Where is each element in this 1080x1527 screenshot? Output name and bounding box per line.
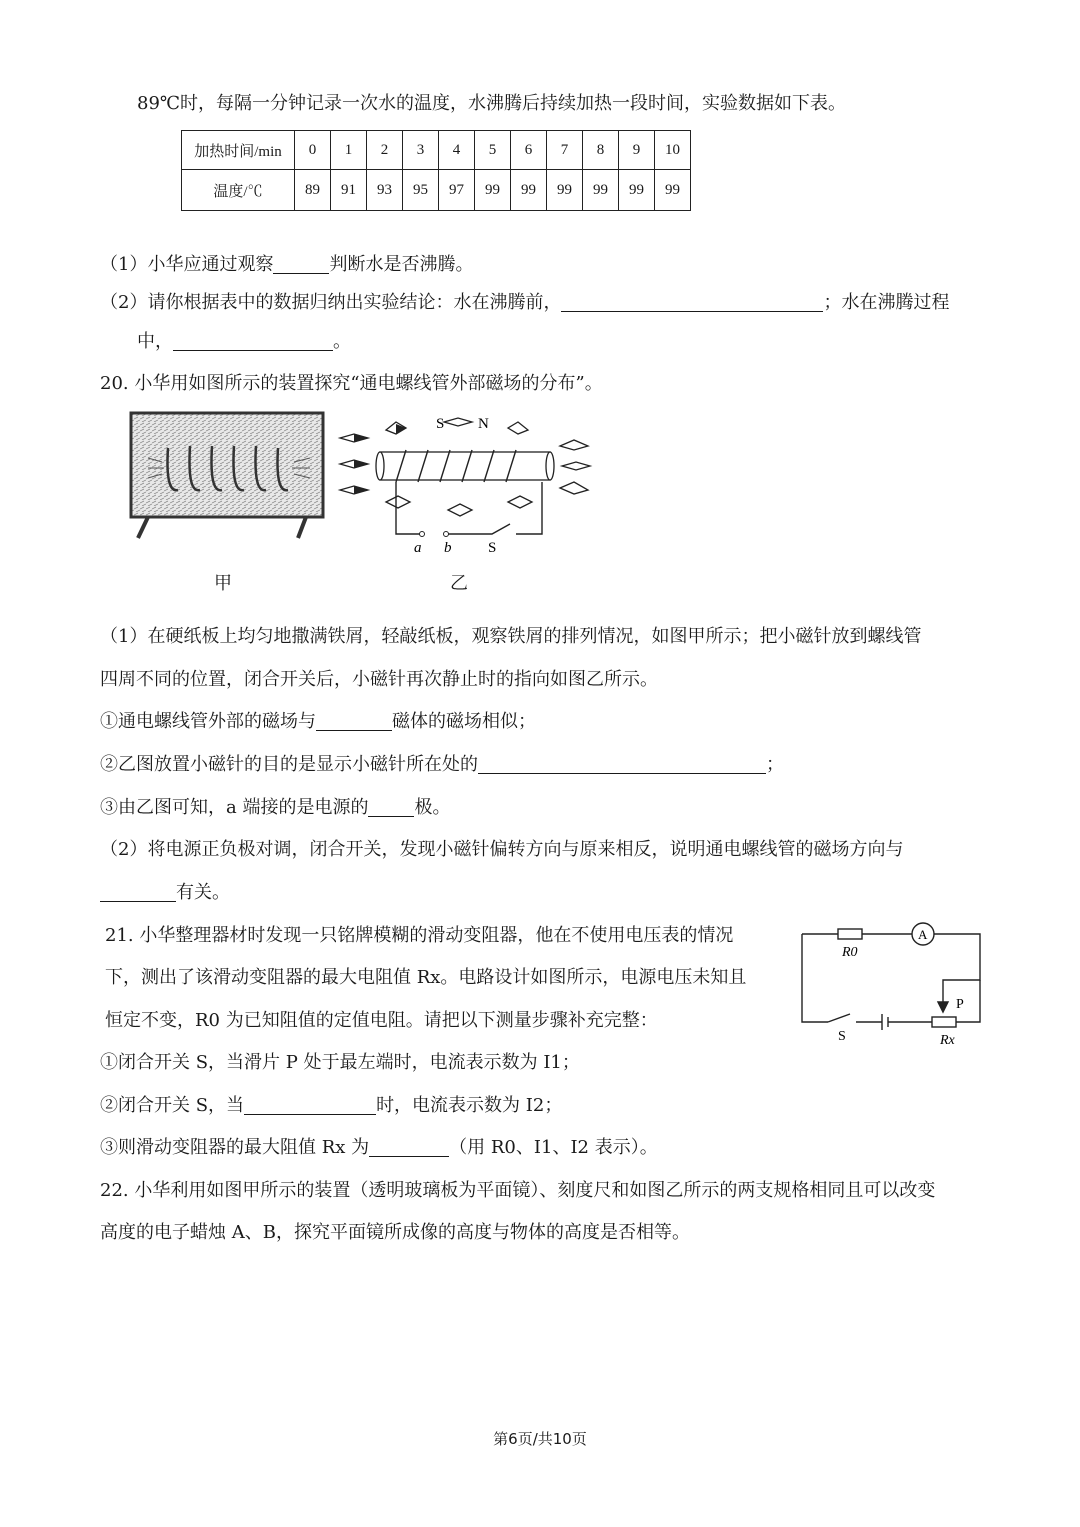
answer-blank[interactable] — [369, 1138, 449, 1157]
table-cell: 99 — [547, 170, 583, 211]
q20-step1 — [100, 710, 536, 734]
table-cell: 1 — [331, 131, 367, 170]
q19-intro: 89℃时，每隔一分钟记录一次水的温度，水沸腾后持续加热一段时间，实验数据如下表。 — [137, 93, 847, 114]
q20-part2-line2 — [100, 881, 230, 905]
table-cell: 8 — [583, 131, 619, 170]
q20-part1-line2: 四周不同的位置，闭合开关后，小磁针再次静止时的指向如图乙所示。 — [100, 669, 658, 690]
label-a: a — [414, 540, 422, 556]
table-row — [182, 131, 691, 170]
table-cell: 0 — [295, 131, 331, 170]
table-cell: 89 — [295, 170, 331, 211]
q20-step2-text: ②乙图放置小磁针的目的是显示小磁针所在处的 — [100, 754, 478, 775]
answer-blank[interactable] — [316, 712, 392, 731]
q19-part1-text-end: 判断水是否沸腾。 — [329, 254, 474, 275]
label-r0: R0 — [842, 945, 858, 960]
q20-step3 — [100, 796, 450, 820]
table-cell: 95 — [403, 170, 439, 211]
q21-line2: 下，测出了该滑动变阻器的最大电阻值 Rx。电路设计如图所示，电源电压未知且 — [105, 967, 747, 988]
table-cell: 5 — [475, 131, 511, 170]
q21-line1: 21. 小华整理器材时发现一只铭牌模糊的滑动变阻器，他在不使用电压表的情况 — [105, 925, 734, 946]
table-cell: 99 — [655, 170, 691, 211]
q21-line3: 恒定不变，R0 为已知阻值的定值电阻。请把以下测量步骤补充完整： — [105, 1010, 658, 1031]
page-footer: 第6页/共10页 — [493, 1430, 587, 1448]
table-row — [182, 170, 691, 211]
table-cell: 99 — [511, 170, 547, 211]
answer-blank[interactable] — [173, 332, 333, 351]
answer-blank[interactable] — [478, 755, 766, 774]
table-cell: 9 — [619, 131, 655, 170]
q20-title: 20. 小华用如图所示的装置探究“通电螺线管外部磁场的分布”。 — [100, 373, 603, 394]
table-cell: 99 — [619, 170, 655, 211]
q20-part1-line1: （1）在硬纸板上均匀地撒满铁屑，轻敲纸板，观察铁屑的排列情况，如图甲所示；把小磁针放到螺线管 — [100, 626, 922, 647]
circuit-diagram — [798, 918, 988, 1048]
answer-blank[interactable] — [244, 1096, 376, 1115]
caption-jia: 甲 — [214, 573, 232, 594]
q21-step3 — [100, 1136, 658, 1160]
q20-step1-text: ①通电螺线管外部的磁场与 — [100, 711, 316, 732]
q21-step1: ①闭合开关 S，当滑片 P 处于最左端时，电流表示数为 I1； — [100, 1052, 580, 1073]
label-n: N — [478, 416, 489, 432]
answer-blank[interactable] — [100, 883, 176, 902]
q20-step2 — [100, 753, 784, 777]
data-table — [181, 130, 691, 211]
answer-blank[interactable] — [368, 798, 414, 817]
label-s: S — [436, 416, 445, 432]
q19-part2-text-end: 。 — [333, 331, 351, 352]
iron-filings-figure — [128, 410, 328, 542]
table-cell: 99 — [583, 170, 619, 211]
table-cell: 10 — [655, 131, 691, 170]
table-cell: 91 — [331, 170, 367, 211]
table-cell: 4 — [439, 131, 475, 170]
q20-part2-text-end: 有关。 — [176, 882, 230, 903]
q22-line2: 高度的电子蜡烛 A、B，探究平面镜所成像的高度与物体的高度是否相等。 — [100, 1222, 690, 1243]
label-switch: S — [488, 540, 497, 556]
label-b: b — [444, 540, 452, 556]
q20-step3-text: ③由乙图可知，a 端接的是电源的 — [100, 797, 369, 818]
table-header-time: 加热时间/min — [182, 131, 295, 170]
q19-part2-text: （2）请你根据表中的数据归纳出实验结论：水在沸腾前， — [100, 292, 562, 313]
q20-step3-text-end: 极。 — [414, 797, 451, 818]
table-cell: 97 — [439, 170, 475, 211]
q21-step3-text-end: （用 R0、I1、I2 表示）。 — [449, 1137, 658, 1158]
table-cell: 93 — [367, 170, 403, 211]
q19-part2-cont — [137, 330, 351, 354]
solenoid-figure — [330, 410, 600, 560]
table-header-temp: 温度/℃ — [182, 170, 295, 211]
q20-step2-text-end: ； — [766, 754, 784, 775]
q19-part1 — [100, 253, 473, 277]
label-switch: S — [838, 1029, 846, 1044]
q19-part2-text-mid: ；水在沸腾过程 — [823, 292, 950, 313]
q21-step2 — [100, 1094, 562, 1118]
table-cell: 2 — [367, 131, 403, 170]
q22-line1: 22. 小华利用如图甲所示的装置（透明玻璃板为平面镜）、刻度尺和如图乙所示的两支规格相同且可以改变 — [100, 1180, 936, 1201]
caption-yi: 乙 — [450, 573, 468, 594]
table-cell: 3 — [403, 131, 439, 170]
answer-blank[interactable] — [273, 255, 329, 274]
q20-part2-line1: （2）将电源正负极对调，闭合开关，发现小磁针偏转方向与原来相反，说明通电螺线管的磁场方向与 — [100, 839, 904, 860]
label-rx: Rx — [940, 1033, 955, 1048]
table-cell: 7 — [547, 131, 583, 170]
q20-step1-text-end: 磁体的磁场相似； — [392, 711, 536, 732]
q19-part2-text-cont: 中， — [137, 331, 173, 352]
q19-part2 — [100, 291, 949, 315]
q19-part1-text: （1）小华应通过观察 — [100, 254, 274, 275]
ammeter-symbol: A — [918, 927, 928, 942]
q21-step2-text: ②闭合开关 S，当 — [100, 1095, 245, 1116]
label-p: P — [956, 997, 964, 1012]
table-cell: 6 — [511, 131, 547, 170]
q21-step2-text-end: 时，电流表示数为 I2； — [376, 1095, 563, 1116]
answer-blank[interactable] — [561, 293, 823, 312]
q21-step3-text: ③则滑动变阻器的最大阻值 Rx 为 — [100, 1137, 370, 1158]
table-cell: 99 — [475, 170, 511, 211]
